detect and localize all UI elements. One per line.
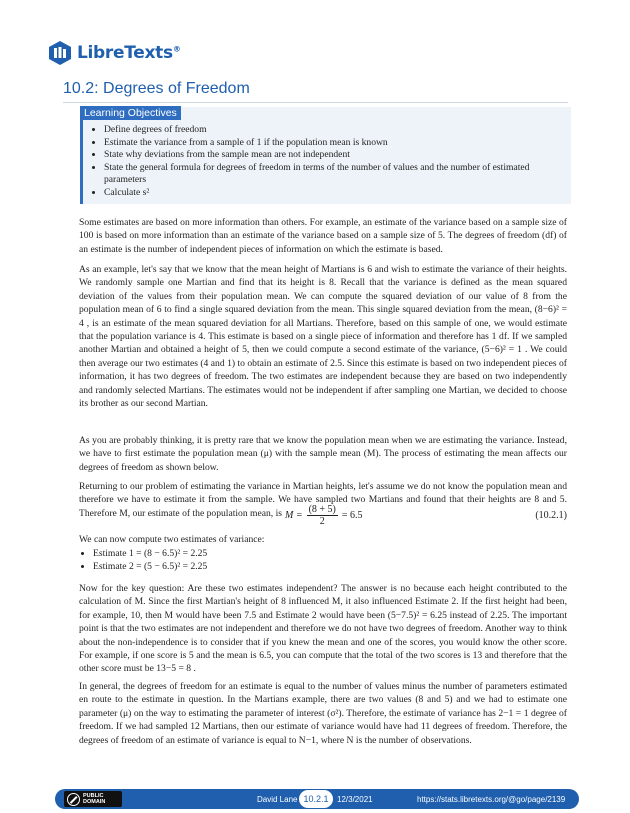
objective-item: • State the general formula for degrees of freedom in terms of the number of values and the number of estimated parameters <box>104 162 564 187</box>
objective-item: • Calculate s² <box>104 187 564 200</box>
equation-10-2-1 <box>79 502 567 532</box>
paragraph-2: As an example, let's say that we know that the mean height of Martians is 6 and wish to estimate the variance of their heights. We randomly sample one Martian and find that its height is 8. Recall that the variance is defined as the mean squared deviation of the values from their population mean. We can compute the squared deviation of our value of 8 from the population mean of 6 to find a single squared deviation from the mean. This single squared deviation from the mean, (8−6)² = 4 , is an estimate of the mean squared deviation for all Martians. Therefore, based on this sample of one, we would estimate that the population variance is 4. This estimate is based on a single piece of information and therefore has 1 df. If we sampled another Martian and obtained a height of 5, then we could compute a second estimate of the variance, (5−6)² = 1 . We could then average our two estimates (4 and 1) to obtain an estimate of 2.5. Since this estimate is based on two independent pieces of information, it has two degrees of freedom. The two estimates are independent because they are based on two independently and randomly selected Martians. The estimates would not be independent if after sampling one Martian, we decided to choose its brother as our second Martian. <box>79 264 567 410</box>
objective-item: • State why deviations from the sample mean are not independent <box>104 149 564 162</box>
paragraph-6: Now for the key question: Are these two estimates independent? The answer is no because each height contributed to the calculation of M. Since the first Martian's height of 8 influenced M, it also influenced Estimate 2. If the first height had been, for example, 10, then M would have been 7.5 and Estimate 2 would have been (5−7.5)² = 6.25 instead of 2.25. The important point is that the two estimates are not independent and therefore we do not have two degrees of freedom. Another way to think about the non-independence is to consider that if you knew the mean and one of the scores, you would know the other score. For example, if one score is 5 and the mean is 6.5, you can compute that the total of the two scores is 13 and therefore that the other score must be 13−5 = 8 . <box>79 583 567 675</box>
equation-lhs: M = <box>285 510 303 521</box>
estimate-item: • Estimate 1 = (8 − 6.5)² = 2.25 <box>93 547 581 560</box>
equation-numerator: (8 + 5) <box>308 504 336 515</box>
libretexts-hexagon-icon <box>47 40 73 66</box>
learning-objectives-list <box>92 124 564 200</box>
paragraph-7: In general, the degrees of freedom for an estimate is equal to the number of values minus the number of parameters estimated en route to the estimate in question. In the Martians example, there are two values (8 and 5) and we had to estimate one parameter (μ) on the way to estimating the parameter of interest (σ²). Therefore, the estimate of variance has 2−1 = 1 degree of freedom. If we had sampled 12 Martians, then our estimate of variance would have had 11 degrees of freedom. Therefore, the degrees of freedom of an estimate of variance is equal to N−1, where N is the number of observations. <box>79 681 567 746</box>
footer-date: 12/3/2021 <box>337 795 373 804</box>
objective-item: • Define degrees of freedom <box>104 124 564 137</box>
paragraph-3: As you are probably thinking, it is pretty rare that we know the population mean when we are estimating the variance. Instead, we have to first estimate the population mean (μ) with the sample mean (M). The process of estimating the mean affects our degrees of freedom as shown below. <box>79 435 567 473</box>
footer-author: David Lane <box>257 795 298 804</box>
footer-url[interactable]: https://stats.libretexts.org/@go/page/2139 <box>417 795 566 804</box>
paragraph-4: Returning to our problem of estimating the variance in Martian heights, let's assume we do not know the population mean and therefore we have to estimate it from the sample. We have sampled two Martians and found that their heights are 8 and 5. Therefore M, our estimate of the population mean, is <box>79 481 567 519</box>
libretexts-logo[interactable] <box>47 38 181 68</box>
brand-name: LibreTexts® <box>77 43 181 63</box>
license-label: PUBLIC DOMAIN <box>83 793 106 805</box>
equation-number: (10.2.1) <box>535 510 567 521</box>
paragraph-5: We can now compute two estimates of variance: <box>79 534 265 545</box>
equation-fraction <box>307 504 338 527</box>
public-domain-icon <box>67 793 80 806</box>
page-number: 10.2.1 <box>299 790 333 808</box>
paragraph-1: Some estimates are based on more information than others. For example, an estimate of the variance based on a sample size of 100 is based on more information than an estimate of the variance based on a sample size of 5. The degrees of freedom (df) of an estimate is the number of independent pieces of information on which the estimate is based. <box>79 217 567 255</box>
estimates-list <box>79 547 581 574</box>
title-divider <box>63 102 568 103</box>
page-title: 10.2: Degrees of Freedom <box>63 80 250 97</box>
learning-objectives-heading: Learning Objectives <box>80 106 181 120</box>
equation-rhs: = 6.5 <box>341 510 363 521</box>
objective-item: • Estimate the variance from a sample of 1 if the population mean is known <box>104 137 564 150</box>
estimate-item: • Estimate 2 = (5 − 6.5)² = 2.25 <box>93 560 581 573</box>
equation-denominator: 2 <box>319 516 325 527</box>
public-domain-badge[interactable] <box>64 791 122 807</box>
